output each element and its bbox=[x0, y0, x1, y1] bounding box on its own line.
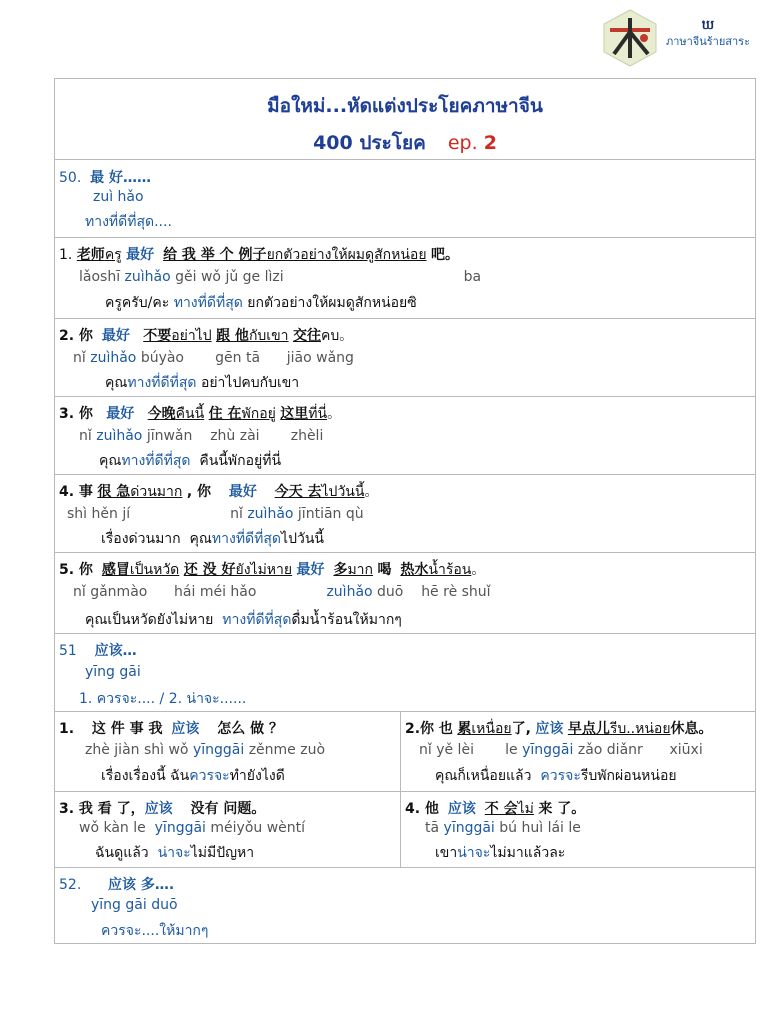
thai-line: คุณทางที่ดีที่สุด คืนนี้พักอยู่ที่นี่ bbox=[99, 453, 282, 469]
pattern-50 bbox=[55, 159, 755, 237]
sentence-row bbox=[55, 237, 755, 318]
episode-number: 2 bbox=[483, 132, 497, 154]
sentence-cell bbox=[55, 792, 400, 867]
sentence-row bbox=[55, 474, 755, 552]
chinese-line: 3. 你 最好 今晚คืนนี้ 住 在พักอยู่ 这里ที่นี่。 bbox=[59, 406, 342, 422]
thai-line: คุณเป็นหวัดยังไม่หาย ทางที่ดีที่สุดดื่มน้ำร้อนให้มากๆ bbox=[85, 612, 402, 628]
chinese-line: 2.你 也 累เหนื่อย了, 应该 早点儿รีบ..หน่อย休息。 bbox=[405, 721, 713, 737]
sentence-cell bbox=[400, 792, 755, 867]
chinese-line: 4. 事 很 急ด่วนมาก , 你 最好 今天 去ไปวันนี้。 bbox=[59, 484, 379, 500]
pattern-pinyin: yīng gāi bbox=[85, 664, 141, 680]
thai-line: ครูครับ/คะ ทางที่ดีที่สุด ยกตัวอย่างให้ผมดูสักหน่อยซิ bbox=[105, 295, 417, 311]
episode-label: ep. 2 bbox=[447, 132, 497, 154]
pinyin-line: tā yīnggāi bú huì lái le bbox=[425, 820, 581, 836]
brand-logo bbox=[600, 8, 660, 68]
thai-line: คุณก็เหนื่อยแล้ว ควรจะรีบพักผ่อนหน่อย bbox=[435, 768, 677, 784]
pattern-heading: 52. 应该 多…. bbox=[59, 877, 175, 893]
chinese-line: 1. 老师ครู 最好 给 我 举 个 例子ยกตัวอย่างให้ผมดูสักหน่อย 吧。 bbox=[59, 247, 459, 263]
sentence-cell bbox=[55, 712, 400, 791]
pinyin-line: nǐ zuìhǎo búyào gēn tā jiāo wǎng bbox=[73, 350, 354, 366]
pattern-pinyin: yīng gāi duō bbox=[91, 897, 178, 913]
page-subtitle bbox=[55, 128, 755, 158]
sentence-cell bbox=[400, 712, 755, 791]
page-title: มือใหม่...หัดแต่งประโยคภาษาจีน bbox=[267, 95, 543, 117]
brand-text bbox=[666, 18, 750, 50]
pinyin-line: nǐ yě lèi le yīnggāi zǎo diǎnr xiūxi bbox=[419, 742, 703, 758]
pattern-meaning: 1. ควรจะ.... / 2. น่าจะ...... bbox=[79, 691, 247, 707]
sentence-pair-row bbox=[55, 711, 755, 791]
chinese-line: 5. 你 感冒เป็นหวัด 还 没 好ยังไม่หาย 最好 多มาก 喝 热水น้ำร้อน。 bbox=[59, 562, 486, 578]
chinese-line: 4. 他 应该 不 会ไม่ 来 了。 bbox=[405, 801, 586, 817]
pinyin-line: wǒ kàn le yīnggāi méiyǒu wèntí bbox=[79, 820, 306, 836]
brand-name: ภาษาจีนร้ายสาระ bbox=[665, 35, 750, 48]
pattern-meaning: ทางที่ดีที่สุด.... bbox=[85, 214, 172, 230]
pattern-heading: 50. 最 好…… bbox=[59, 170, 152, 186]
lesson-table bbox=[54, 78, 756, 944]
pinyin-line: nǐ zuìhǎo jīnwǎn zhù zài zhèli bbox=[79, 428, 324, 444]
pattern-52 bbox=[55, 867, 755, 943]
pinyin-line: shì hěn jí nǐ zuìhǎo jīntiān qù bbox=[67, 506, 364, 522]
pinyin-line: zhè jiàn shì wǒ yīnggāi zěnme zuò bbox=[85, 742, 326, 758]
sentence-row bbox=[55, 318, 755, 396]
pinyin-line: nǐ gǎnmào hái méi hǎo zuìhǎo duō hē rè shuǐ bbox=[73, 584, 491, 600]
sentence-pair-row bbox=[55, 791, 755, 867]
pattern-heading: 51 应该… bbox=[59, 643, 137, 659]
chinese-line: 3. 我 看 了，应该 没有 问题。 bbox=[59, 801, 266, 817]
pinyin-line: lǎoshī zuìhǎo gěi wǒ jǔ ge lìzi ba bbox=[79, 269, 482, 285]
thai-line: เขาน่าจะไม่มาแล้วละ bbox=[435, 845, 566, 861]
chinese-line: 1. 这 件 事 我 应该 怎么 做 ？ bbox=[59, 721, 283, 737]
sentence-row bbox=[55, 552, 755, 633]
sentence-count: 400 ประโยค bbox=[313, 132, 426, 154]
chinese-line: 2. 你 最好 不要อย่าไป 跟 他กับเขา 交往คบ。 bbox=[59, 328, 354, 344]
pattern-meaning: ควรจะ....ให้มากๆ bbox=[101, 923, 209, 939]
thai-line: คุณทางที่ดีที่สุด อย่าไปคบกับเขา bbox=[105, 375, 300, 391]
sentence-row bbox=[55, 396, 755, 474]
thai-line: ฉันดูแล้ว น่าจะไม่มีปัญหา bbox=[95, 845, 255, 861]
thai-line: เรื่องเรื่องนี้ ฉันควรจะทำยังไงดี bbox=[101, 768, 285, 784]
thai-line: เรื่องด่วนมาก คุณทางที่ดีที่สุดไปวันนี้ bbox=[101, 531, 324, 547]
title-row bbox=[55, 79, 755, 159]
brand-mark: ឃ bbox=[701, 18, 715, 33]
pattern-pinyin: zuì hǎo bbox=[93, 189, 144, 205]
pattern-51 bbox=[55, 633, 755, 711]
